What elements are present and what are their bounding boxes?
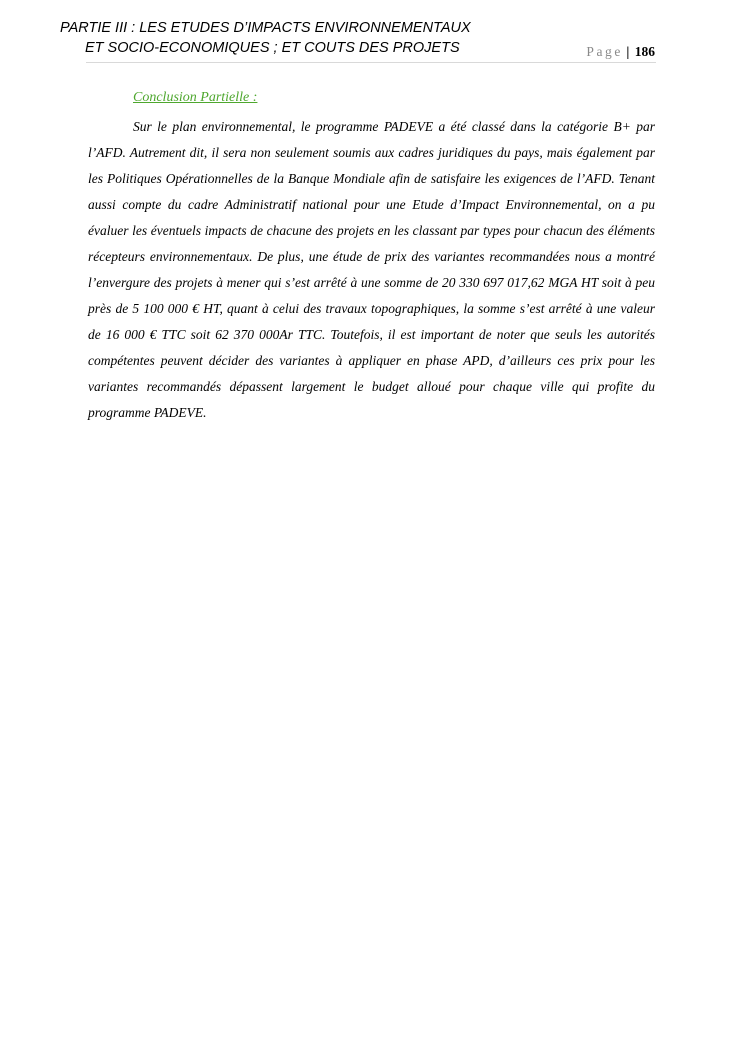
page-label: Page xyxy=(586,44,624,59)
conclusion-paragraph: Sur le plan environnemental, le programme PADEVE a été classé dans la catégorie B+ par l’AFD. Autrement dit, il sera non seulement soumis aux cadres juridiques du pays, mais également par les Politiques Opérationnelles de la Banque Mondiale afin de satisfaire les exigences de l’AFD. Tenant aussi compte du cadre Administratif national pour une Etude d’Impact Environnemental, on a pu évaluer les éventuels impacts de chacune des projets en les classant par types pour chacun des éléments récepteurs environnementaux. De plus, une étude de prix des variantes recommandées nous a montré l’envergure des projets à mener qui s’est arrêté à une somme de 20 330 697 017,62 MGA HT soit à peu près de 5 100 000 € HT, quant à celui des travaux topographiques, la somme s’est arrêté à une valeur de 16 000 € TTC soit 62 370 000Ar TTC. Toutefois, il est important de noter que seuls les autorités compétentes peuvent décider des variantes à appliquer en phase APD, d’ailleurs ces prix pour les variantes recommandés dépassent largement le budget alloué pour chaque ville qui profite du programme PADEVE. xyxy=(88,119,655,420)
header-title-line-2: ET SOCIO-ECONOMIQUES ; ET COUTS DES PROJETS xyxy=(85,40,460,56)
running-header-title xyxy=(60,18,530,58)
page-number: 186 xyxy=(634,44,655,59)
page-separator: | xyxy=(626,44,630,59)
page-number-block xyxy=(586,43,655,61)
section-heading: Conclusion Partielle : xyxy=(133,90,258,105)
header-divider xyxy=(86,62,656,63)
header-title-line-1: PARTIE III : LES ETUDES D’IMPACTS ENVIRONNEMENTAUX xyxy=(60,20,471,36)
